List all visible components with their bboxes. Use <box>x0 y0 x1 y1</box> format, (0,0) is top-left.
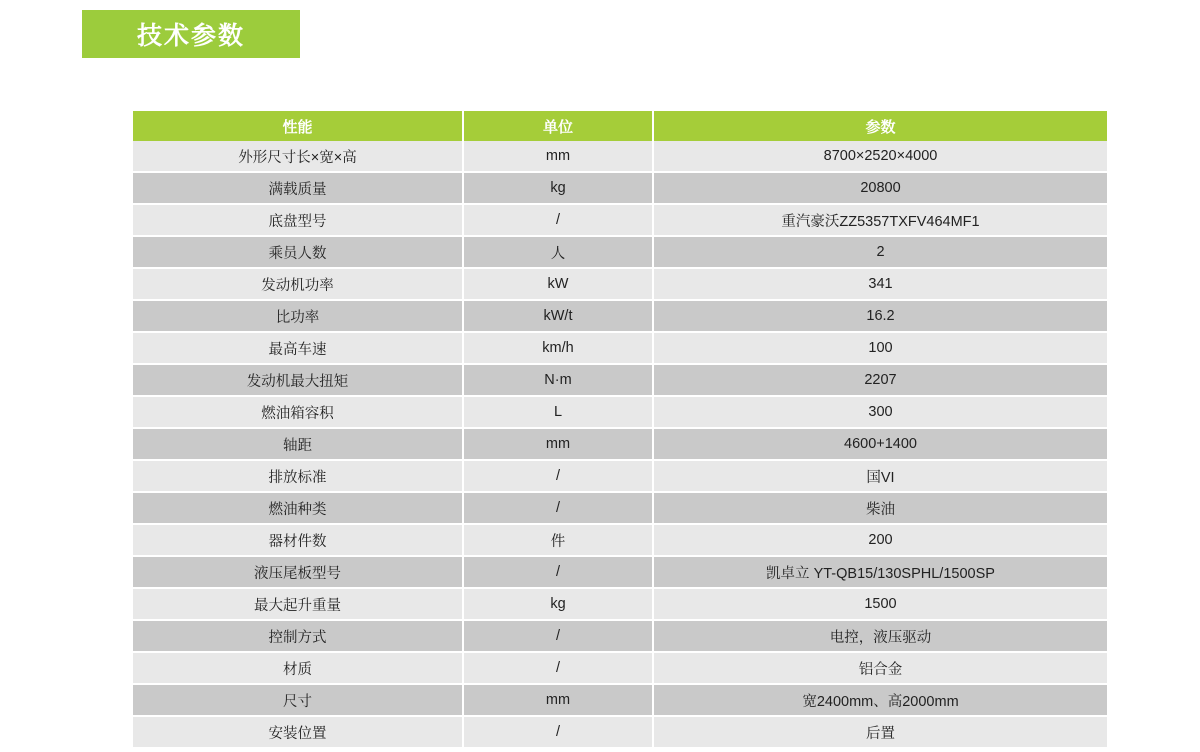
table-row <box>133 684 1107 716</box>
table-header <box>133 111 1107 141</box>
cell-parameter: 后置 <box>653 716 1107 748</box>
cell-performance: 最大起升重量 <box>133 588 463 620</box>
cell-unit: / <box>463 716 653 748</box>
cell-unit: / <box>463 460 653 492</box>
cell-unit: kg <box>463 172 653 204</box>
cell-unit: mm <box>463 684 653 716</box>
cell-performance: 燃油种类 <box>133 492 463 524</box>
cell-performance: 外形尺寸长×宽×高 <box>133 141 463 172</box>
table-row <box>133 364 1107 396</box>
table-row <box>133 716 1107 748</box>
cell-parameter: 柴油 <box>653 492 1107 524</box>
table-row <box>133 428 1107 460</box>
table-row <box>133 268 1107 300</box>
cell-unit: / <box>463 204 653 236</box>
cell-performance: 液压尾板型号 <box>133 556 463 588</box>
cell-unit: 件 <box>463 524 653 556</box>
cell-parameter: 凯卓立 YT-QB15/130SPHL/1500SP <box>653 556 1107 588</box>
cell-performance: 燃油箱容积 <box>133 396 463 428</box>
cell-unit: / <box>463 492 653 524</box>
cell-unit: km/h <box>463 332 653 364</box>
cell-performance: 乘员人数 <box>133 236 463 268</box>
cell-parameter: 宽2400mm、高2000mm <box>653 684 1107 716</box>
table-row <box>133 620 1107 652</box>
cell-parameter: 100 <box>653 332 1107 364</box>
cell-parameter: 电控，液压驱动 <box>653 620 1107 652</box>
table-row <box>133 332 1107 364</box>
table-row <box>133 236 1107 268</box>
cell-performance: 控制方式 <box>133 620 463 652</box>
table-row <box>133 460 1107 492</box>
cell-parameter: 重汽豪沃ZZ5357TXFV464MF1 <box>653 204 1107 236</box>
cell-performance: 底盘型号 <box>133 204 463 236</box>
cell-unit: kW/t <box>463 300 653 332</box>
section-title-banner <box>82 10 300 58</box>
table-row <box>133 492 1107 524</box>
cell-parameter: 2 <box>653 236 1107 268</box>
table-row <box>133 524 1107 556</box>
cell-parameter: 4600+1400 <box>653 428 1107 460</box>
table-row <box>133 300 1107 332</box>
cell-unit: / <box>463 556 653 588</box>
technical-spec-table <box>133 111 1107 749</box>
cell-unit: N·m <box>463 364 653 396</box>
cell-performance: 最高车速 <box>133 332 463 364</box>
cell-performance: 器材件数 <box>133 524 463 556</box>
cell-parameter: 铝合金 <box>653 652 1107 684</box>
column-header-parameter: 参数 <box>653 111 1107 141</box>
cell-performance: 轴距 <box>133 428 463 460</box>
column-header-performance: 性能 <box>133 111 463 141</box>
table-row <box>133 396 1107 428</box>
cell-unit: mm <box>463 141 653 172</box>
section-title: 技术参数 <box>136 22 245 50</box>
column-header-unit: 单位 <box>463 111 653 141</box>
cell-parameter: 1500 <box>653 588 1107 620</box>
cell-unit: L <box>463 396 653 428</box>
cell-performance: 材质 <box>133 652 463 684</box>
table-row <box>133 204 1107 236</box>
cell-parameter: 16.2 <box>653 300 1107 332</box>
cell-unit: 人 <box>463 236 653 268</box>
cell-performance: 满载质量 <box>133 172 463 204</box>
cell-parameter: 2207 <box>653 364 1107 396</box>
cell-parameter: 国VI <box>653 460 1107 492</box>
table-row <box>133 556 1107 588</box>
cell-performance: 排放标准 <box>133 460 463 492</box>
cell-unit: kW <box>463 268 653 300</box>
table-row <box>133 652 1107 684</box>
cell-performance: 发动机最大扭矩 <box>133 364 463 396</box>
cell-performance: 发动机功率 <box>133 268 463 300</box>
cell-unit: / <box>463 652 653 684</box>
table-header-row <box>133 111 1107 141</box>
cell-parameter: 341 <box>653 268 1107 300</box>
cell-performance: 比功率 <box>133 300 463 332</box>
cell-performance: 安装位置 <box>133 716 463 748</box>
cell-unit: / <box>463 620 653 652</box>
table-row <box>133 588 1107 620</box>
table-row <box>133 141 1107 172</box>
cell-parameter: 200 <box>653 524 1107 556</box>
cell-unit: mm <box>463 428 653 460</box>
table-body <box>133 141 1107 748</box>
cell-parameter: 20800 <box>653 172 1107 204</box>
table-row <box>133 172 1107 204</box>
cell-parameter: 8700×2520×4000 <box>653 141 1107 172</box>
cell-unit: kg <box>463 588 653 620</box>
cell-parameter: 300 <box>653 396 1107 428</box>
cell-performance: 尺寸 <box>133 684 463 716</box>
